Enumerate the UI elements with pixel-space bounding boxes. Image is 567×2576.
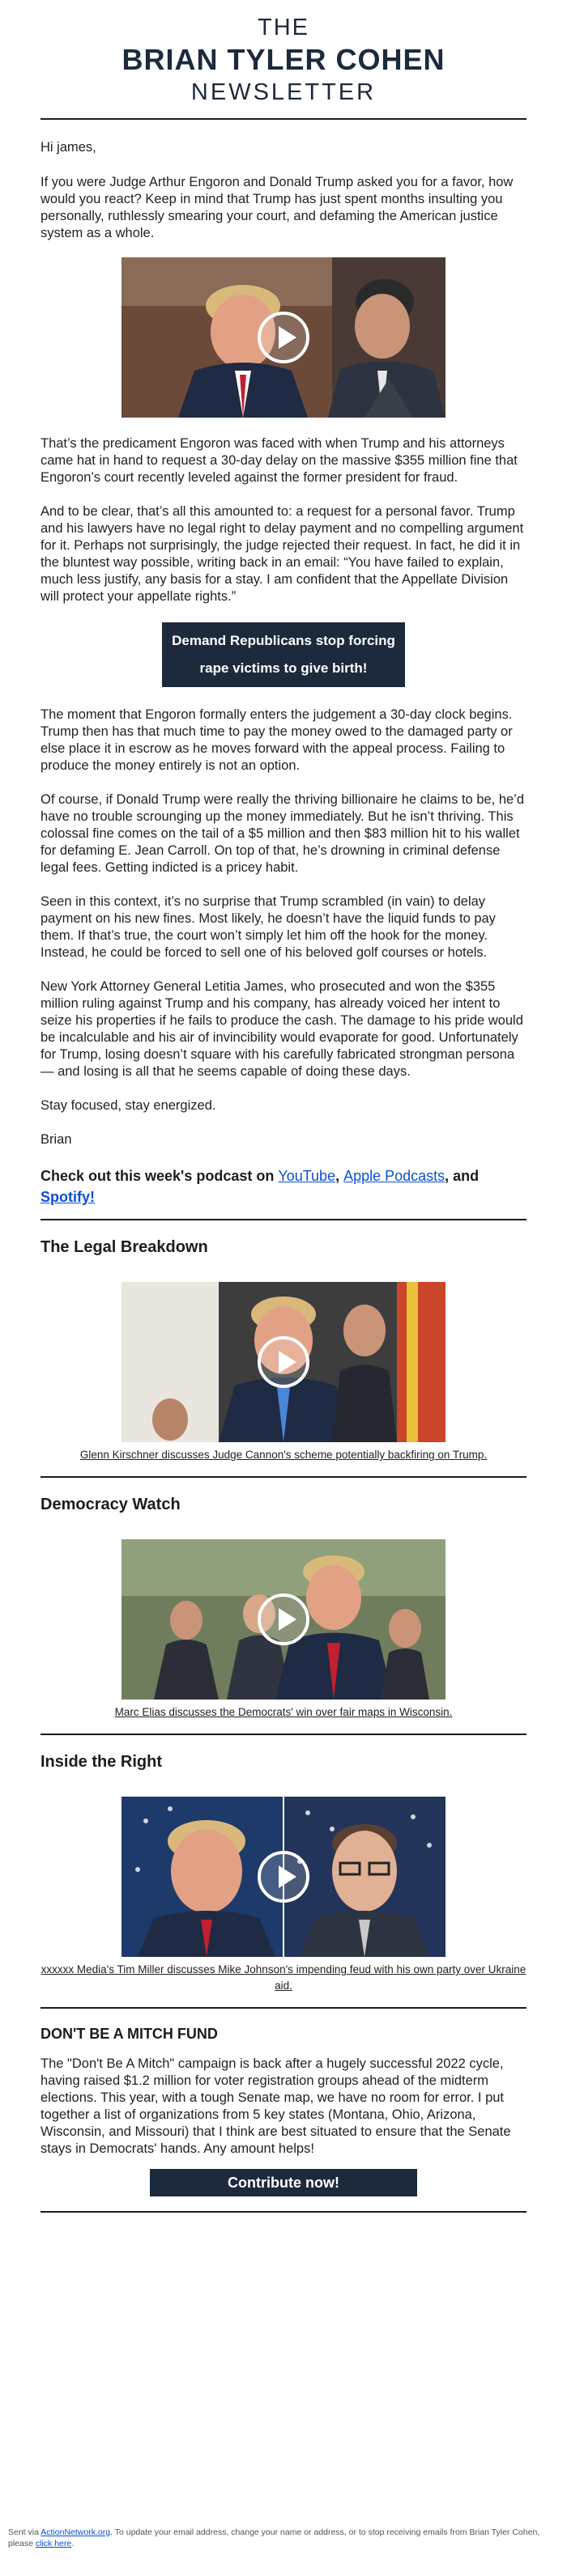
newsletter (40, 0, 526, 2213)
podcast-line (40, 1165, 526, 1207)
paragraph-6: Seen in this context, it’s no surprise that Trump scrambled (in vain) to delay payment on his new fines. Most likely, he doesn’t have the liquid funds to pay them. If that’s true, the court won’t simply let him off the hook for the money. Instead, he could be forced to sell one of his beloved golf courses or hotels. (40, 894, 496, 960)
signature: Brian (40, 1132, 72, 1147)
legal-breakdown-title: The Legal Breakdown (40, 1238, 208, 1256)
legal-breakdown-caption[interactable]: Glenn Kirschner discusses Judge Cannon's scheme potentially backfiring on Trump. (79, 1449, 488, 1461)
legal-breakdown-section (40, 1220, 526, 1463)
democracy-watch-section (40, 1478, 526, 1721)
fund-section (40, 2009, 526, 2196)
paragraph-2: That’s the predicament Engoron was faced with when Trump and his attorneys came hat in hand to request a 30-day delay on the massive $355 million fine that Engoron’s court recently leveled against the former president for fraud. (40, 436, 518, 485)
play-icon[interactable] (258, 1851, 309, 1903)
demand-republicans-button[interactable]: Demand Republicans stop forcing rape victims to give birth! (162, 622, 405, 687)
fund-title: DON'T BE A MITCH FUND (40, 2026, 218, 2042)
footer-prefix: Sent via (8, 2527, 41, 2537)
masthead-divider (40, 118, 526, 120)
podcast-prefix: Check out this week's podcast on (40, 1168, 279, 1184)
play-icon[interactable] (258, 312, 309, 363)
video-thumbnail-right[interactable] (122, 1797, 446, 1957)
democracy-watch-title: Democracy Watch (40, 1496, 181, 1513)
inside-the-right-title: Inside the Right (40, 1753, 162, 1771)
paragraph-3: And to be clear, that’s all this amounted to: a request for a personal favor. Trump and his lawyers have no legal right to delay payment and no compelling argument for it. Perhaps not surprisingly, the judge rejected their request. In fact, he did it in the bluntest way possible, writing back in an email: “You have failed to explain, much less justify, any basis for a stay. I am confident that the Appellate Division will protect your appellate rights.” (40, 504, 524, 604)
play-icon[interactable] (258, 1594, 309, 1645)
video-thumbnail-legal[interactable] (122, 1282, 446, 1442)
footer (0, 2527, 567, 2549)
paragraph-5: Of course, if Donald Trump were really the thriving billionaire he claims to be, he’d have no trouble scrounging up the money immediately. But he isn’t thriving. This colossal fine comes on the tail of a $5 million and then $83 million hit to his wallet for defaming E. Jean Carroll. On top of that, he’s drowning in criminal defense legal fees. Getting indicted is a pricey habit. (40, 792, 525, 875)
masthead-the: THE (258, 15, 309, 40)
video-thumbnail-court[interactable] (122, 257, 446, 418)
youtube-link[interactable]: YouTube (278, 1168, 336, 1184)
contribute-button[interactable]: Contribute now! (150, 2169, 417, 2196)
masthead (40, 0, 526, 107)
inside-the-right-caption[interactable]: xxxxxx Media's Tim Miller discusses Mike Johnson's impending feud with his own party over Ukraine aid. (40, 1963, 526, 1992)
podcast-sep2: , and (445, 1168, 480, 1184)
podcast-sep1: , (335, 1168, 344, 1184)
greeting: Hi james, (40, 140, 96, 155)
masthead-name: BRIAN TYLER COHEN (122, 43, 446, 76)
democracy-watch-caption[interactable]: Marc Elias discusses the Democrats' win over fair maps in Wisconsin. (114, 1706, 453, 1718)
masthead-newsletter: NEWSLETTER (190, 79, 377, 105)
paragraph-4: The moment that Engoron formally enters the judgement a 30-day clock begins. Trump then has that much time to pay the money owed to the damaged party or else place it in escrow as he moves forward with the appeal process. Failing to produce the money entirely is not an option. (40, 707, 513, 773)
unsubscribe-link[interactable]: click here (35, 2539, 72, 2548)
footer-middle: . To update your email address, change your name or address, or to stop receiving emails from Brian Tyler Cohen, please (8, 2527, 540, 2548)
fund-text: The "Don't Be A Mitch" campaign is back after a hugely successful 2022 cycle, having raised $1.2 million for voter registration groups ahead of the midterm elections. This year, with a tough Senate map, we have no room for error. I put together a list of organizations from 5 key states (Montana, Ohio, Arizona, Wisconsin, and Missouri) that I think are best situated to ensure that the Senate stays in Democrats' hands. Any amount helps! (40, 2056, 511, 2156)
video-thumbnail-democracy[interactable] (122, 1539, 446, 1700)
inside-the-right-section (40, 1735, 526, 1994)
footer-end: . (71, 2539, 75, 2548)
apple-podcasts-link[interactable]: Apple Podcasts (343, 1168, 446, 1184)
signoff: Stay focused, stay energized. (40, 1098, 216, 1113)
paragraph-7: New York Attorney General Letitia James, who prosecuted and won the $355 million ruling against Trump and his company, has already voiced her intent to seize his properties if he fails to produce the cash. The damage to his pride would be incalculable and his air of invincibility would evaporate for good. Unfortunately for Trump, losing doesn’t square with his carefully fabricated strongman persona — and losing is all that he seems capable of doing these days. (40, 979, 523, 1079)
paragraph-1: If you were Judge Arthur Engoron and Donald Trump asked you for a favor, how would you react? Keep in mind that Trump has just spent months insulting you personally, ruthlessly smearing your court, and defaming the American justice system as a whole. (40, 175, 514, 240)
spotify-link[interactable]: Spotify! (40, 1189, 95, 1205)
actionnetwork-link[interactable]: ActionNetwork.org (40, 2527, 111, 2537)
footer-divider (40, 2211, 526, 2213)
play-icon[interactable] (258, 1336, 309, 1388)
